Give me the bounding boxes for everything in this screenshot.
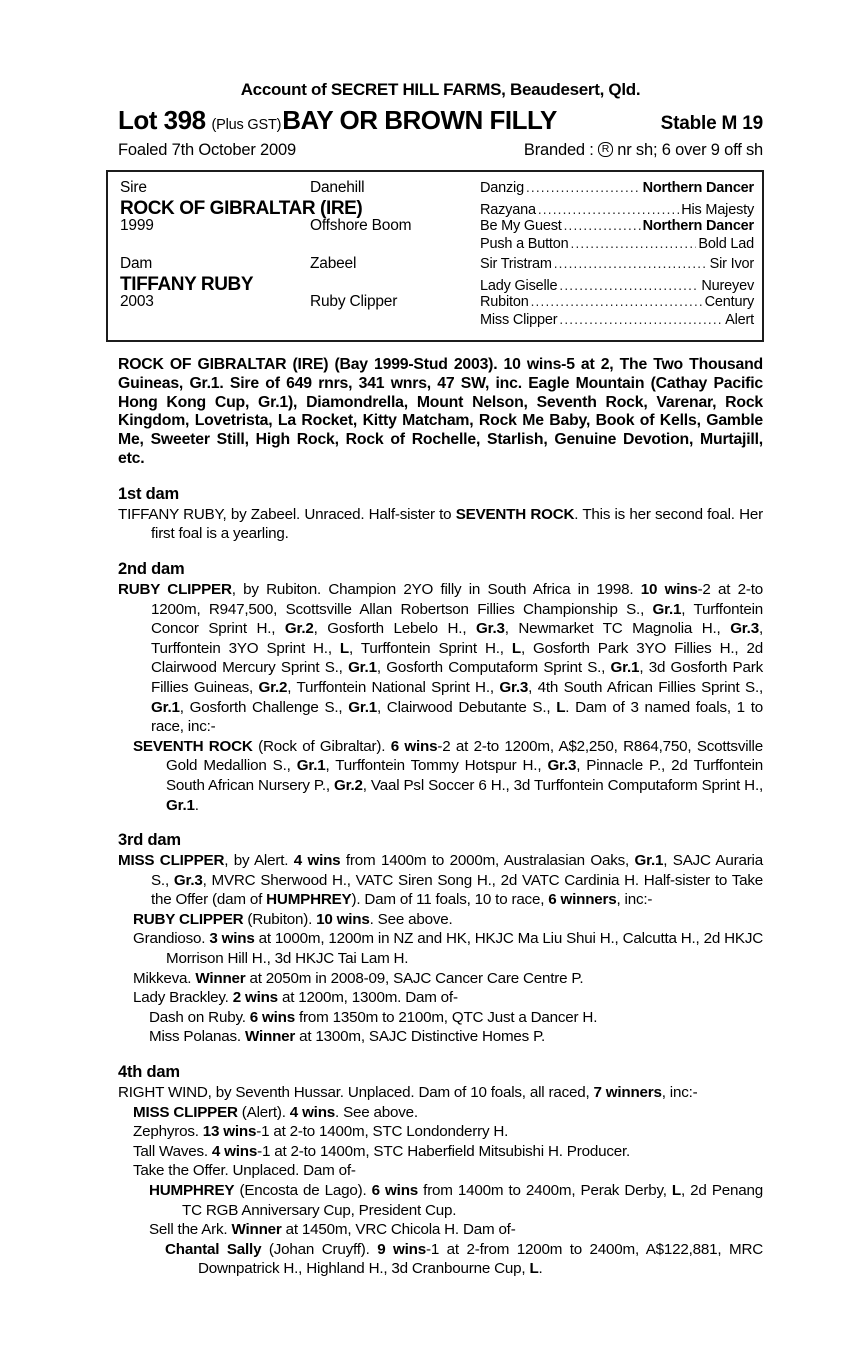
bold-text-segment: Gr.2 <box>334 776 363 794</box>
text-segment: , 3d Gosforth Park Fillies Guineas, <box>151 659 763 696</box>
text-segment: , Gosforth Challenge S., <box>179 698 349 716</box>
pedigree-row <box>120 179 754 198</box>
great-grandparent-name: Push a Button <box>480 236 569 252</box>
text-segment: , Turffontein Sprint H., <box>349 639 512 657</box>
text-segment: , Turffontein National Sprint H., <box>287 678 500 696</box>
text-segment: , 2d Penang TC RGB Anniversary Cup, President Cup. <box>182 1182 763 1219</box>
horse-title: BAY OR BROWN FILLY <box>282 105 557 135</box>
text-segment: -1 at 2-from 1200m to 2400m, A$122,881, MRC Downpatrick H., Highland H., 3d Cranbourne Cup, <box>198 1240 763 1278</box>
bold-text-segment: Gr.1 <box>348 659 377 677</box>
great-grandparent-row <box>480 294 754 310</box>
dam-name: TIFFANY RUBY <box>120 274 254 295</box>
bold-text-segment: Gr.3 <box>475 620 505 638</box>
great-grandparent-row <box>480 180 754 196</box>
bold-text-segment: Gr.1 <box>652 600 682 618</box>
great-great-grandparent-name: Bold Lad <box>698 236 754 252</box>
pedigree-row <box>120 236 754 255</box>
stable-location: Stable M 19 <box>660 113 763 134</box>
pedigree-paragraph <box>118 851 763 910</box>
pedigree-row <box>120 198 754 217</box>
bold-text-segment: Winner <box>244 1028 296 1046</box>
sire-summary <box>118 356 763 469</box>
grandparent-name: Ruby Clipper <box>310 293 398 310</box>
pedigree-row <box>120 312 754 331</box>
bold-text-segment: Gr.3 <box>173 871 203 889</box>
bold-text-segment: Gr.1 <box>166 796 195 814</box>
bold-text-segment: 4 wins <box>293 852 341 870</box>
text-segment: Grandioso. <box>133 930 210 948</box>
grandparent-name: Offshore Boom <box>310 217 412 234</box>
text-segment: (Alert). <box>237 1103 290 1121</box>
text-segment: , Turffontein Concor Sprint H., <box>151 600 764 638</box>
bold-text-segment: L <box>339 639 349 657</box>
bold-text-segment: RUBY CLIPPER <box>118 580 232 598</box>
text-segment: Dash on Ruby. <box>149 1008 250 1026</box>
pedigree-paragraph <box>149 1220 763 1240</box>
text-segment: at 1450m, VRC Chicola H. Dam of- <box>281 1221 516 1239</box>
dot-leader <box>526 180 641 196</box>
bold-text-segment: Winner <box>195 969 246 987</box>
bold-text-segment: MISS CLIPPER <box>133 1103 238 1121</box>
dam-section-heading: 4th dam <box>118 1063 180 1082</box>
text-segment: at 2050m in 2008-09, SAJC Cancer Care Centre P. <box>245 969 584 987</box>
text-segment: TIFFANY RUBY, by Zabeel. Unraced. Half-sister to <box>118 505 456 523</box>
bold-text-segment: 6 wins <box>249 1008 295 1026</box>
text-segment: Sell the Ark. <box>149 1221 232 1239</box>
bold-text-segment: Gr.2 <box>258 678 288 696</box>
text-segment: , Gosforth Park 3YO Fillies H., 2d Clairwood Mercury Sprint S., <box>151 639 763 677</box>
text-segment: , MVRC Sherwood H., VATC Siren Song H., 2d VATC Cardinia H. Half-sister to Take the Offer (dam of <box>151 871 763 909</box>
text-segment: Miss Polanas. <box>149 1028 245 1046</box>
generation-label: 2003 <box>120 293 154 310</box>
text-segment: . See above. <box>369 910 453 928</box>
dot-leader <box>538 202 679 218</box>
pedigree-paragraph <box>165 1240 763 1279</box>
text-segment: Take the Offer. Unplaced. Dam of- <box>133 1162 356 1180</box>
text-segment: RIGHT WIND, by Seventh Hussar. Unplaced. Dam of 10 foals, all raced, <box>118 1084 594 1102</box>
bold-text-segment: Gr.2 <box>284 620 314 638</box>
bold-text-segment: RUBY CLIPPER <box>133 910 244 928</box>
bold-text-segment: 6 wins <box>371 1182 419 1199</box>
text-segment: , Newmarket TC Magnolia H., <box>504 620 731 638</box>
text-segment: from 1400m to 2000m, Australasian Oaks, <box>340 852 635 870</box>
bold-text-segment: HUMPHREY <box>149 1182 235 1199</box>
dot-leader <box>559 312 723 328</box>
bold-text-segment: SEVENTH ROCK <box>133 737 253 755</box>
bold-text-segment: MISS CLIPPER <box>118 852 225 870</box>
dam-section-heading: 3rd dam <box>118 831 181 850</box>
pedigree-row <box>120 255 754 274</box>
text-segment: at 1000m, 1200m in NZ and HK, HKJC Ma Liu Shui H., Calcutta H., 2d HKJC Morrison Hill H., 3d HKJC Tai Lam H. <box>166 930 763 968</box>
text-segment: (Encosta de Lago). <box>234 1182 372 1199</box>
great-great-grandparent-name: Alert <box>725 312 754 328</box>
pedigree-paragraph <box>118 505 763 544</box>
text-segment: Zephyros. <box>133 1123 203 1141</box>
bold-text-segment: L <box>529 1260 539 1278</box>
text-segment: (Johan Cruyff). <box>261 1240 378 1258</box>
dot-leader <box>531 294 703 310</box>
great-grandparent-row <box>480 202 754 218</box>
great-great-grandparent-name: Northern Dancer <box>642 218 754 234</box>
branded-detail: nr sh; 6 over 9 off sh <box>617 141 763 159</box>
text-segment: -1 at 2-to 1400m, STC Haberfield Mitsubishi H. Producer. <box>257 1142 631 1160</box>
bold-text-segment: Gr.1 <box>151 698 180 716</box>
bold-text-segment: 2 wins <box>232 989 278 1007</box>
text-segment: . <box>538 1260 543 1278</box>
text-segment: , 4th South African Fillies Sprint S., <box>528 678 764 696</box>
sire-name: ROCK OF GIBRALTAR (IRE) <box>120 198 363 219</box>
lot-number: Lot 398 <box>118 105 206 135</box>
text-segment: , inc:- <box>661 1084 698 1102</box>
text-segment: , Turffontein Tommy Hotspur H., <box>325 757 548 775</box>
dot-leader <box>571 236 697 252</box>
dot-leader <box>564 218 641 234</box>
pedigree-paragraph <box>133 969 763 989</box>
text-segment: , SAJC Auraria S., <box>151 852 763 889</box>
text-segment: . This is her second foal. Her first foal is a yearling. <box>151 505 763 543</box>
bold-text-segment: 10 wins <box>316 910 370 928</box>
bold-text-segment: Chantal Sally <box>165 1240 262 1258</box>
generation-label: Sire <box>120 179 147 196</box>
text-segment: (Rubiton). <box>243 910 317 928</box>
bold-text-segment: 9 wins <box>377 1240 426 1258</box>
pedigree-paragraph <box>118 1083 763 1103</box>
pedigree-paragraph <box>118 580 763 737</box>
pedigree-paragraph <box>149 1181 763 1220</box>
text-segment: . See above. <box>335 1103 418 1121</box>
bold-text-segment: HUMPHREY <box>266 891 352 909</box>
branded-label: Branded : <box>523 141 594 159</box>
dot-leader <box>559 278 699 294</box>
bold-text-segment: Gr.1 <box>296 757 326 775</box>
text-segment: , by Alert. <box>224 852 294 870</box>
bold-text-segment: 10 wins <box>640 580 698 598</box>
bold-text-segment: 6 wins <box>390 737 438 755</box>
bold-text-segment: 6 winners <box>548 891 617 909</box>
text-segment: at 1300m, SAJC Distinctive Homes P. <box>295 1028 546 1046</box>
pedigree-paragraph <box>149 1027 763 1047</box>
text-segment: , by Rubiton. Champion 2YO filly in South Africa in 1998. <box>231 580 641 598</box>
bold-text-segment: Gr.1 <box>610 659 640 677</box>
dot-leader <box>554 256 708 272</box>
pedigree-row <box>120 274 754 293</box>
text-segment: (Rock of Gibraltar). <box>252 737 391 755</box>
great-great-grandparent-name: Century <box>704 294 754 310</box>
bold-text-segment: 4 wins <box>289 1103 336 1121</box>
dam-section-heading: 1st dam <box>118 484 179 503</box>
brand-symbol-icon: R <box>598 142 614 157</box>
text-segment: at 1200m, 1300m. Dam of- <box>277 989 458 1007</box>
bold-text-segment: L <box>511 639 521 657</box>
pedigree-paragraph <box>133 737 763 815</box>
great-grandparent-name: Be My Guest <box>480 218 562 234</box>
great-grandparent-name: Sir Tristram <box>480 256 552 272</box>
bold-text-segment: ROCK OF GIBRALTAR (IRE) (Bay 1999-Stud 2003). 10 wins-5 at 2, The Two Thousand Guineas, Gr.1. Sire of 649 rnrs, 341 wnrs, 47 SW, inc. Eagle Mountain (Cathay Pacific Hong Kong Cup, Gr.1), Diamondrella, Mount Nelson, Seventh Rock, Varenar, Rock Kingdom, Lovetrista, La Rocket, Kitty Matcham, Rock Me Baby, Book of Kells, Gamble Me, Sweeter Still, High Rock, Rock of Rochelle, Starlish, Genuine Devotion, Murtajill, etc. <box>118 356 763 467</box>
pedigree-paragraph <box>133 1161 763 1181</box>
text-segment: -1 at 2-to 1400m, STC Londonderry H. <box>256 1123 509 1141</box>
text-segment: from 1350m to 2100m, QTC Just a Dancer H. <box>295 1008 598 1026</box>
great-grandparent-row <box>480 218 754 234</box>
bold-text-segment: SEVENTH ROCK <box>455 505 575 523</box>
text-segment: . <box>194 796 199 814</box>
great-grandparent-name: Rubiton <box>480 294 529 310</box>
bold-text-segment: Gr.3 <box>547 757 577 775</box>
gst-note: (Plus GST) <box>211 117 282 133</box>
pedigree-paragraph <box>133 929 763 968</box>
branded-info <box>524 139 763 161</box>
bold-text-segment: Gr.1 <box>348 698 377 716</box>
great-grandparent-name: Lady Giselle <box>480 278 558 294</box>
text-segment: , Gosforth Computaform Sprint S., <box>376 659 611 677</box>
dam-section <box>118 559 763 815</box>
dam-section <box>118 830 763 1047</box>
pedigree-table <box>106 170 764 342</box>
great-great-grandparent-name: Northern Dancer <box>642 180 754 196</box>
great-grandparent-row <box>480 312 754 328</box>
text-segment: , Clairwood Debutante S., <box>376 698 557 716</box>
text-segment: Tall Waves. <box>133 1142 212 1160</box>
dam-section-heading: 2nd dam <box>118 559 185 578</box>
bold-text-segment: Gr.3 <box>730 620 759 638</box>
bold-text-segment: L <box>556 698 566 716</box>
great-grandparent-row <box>480 278 754 294</box>
bold-text-segment: Winner <box>231 1221 282 1239</box>
pedigree-row <box>120 217 754 236</box>
dam-section <box>118 484 763 544</box>
pedigree-paragraph <box>133 1103 763 1123</box>
great-great-grandparent-name: Sir Ivor <box>709 256 754 272</box>
pedigree-paragraph <box>133 1142 763 1162</box>
text-segment: , inc:- <box>616 891 653 909</box>
great-great-grandparent-name: His Majesty <box>681 202 754 218</box>
great-grandparent-name: Danzig <box>480 180 524 196</box>
bold-text-segment: 3 wins <box>209 930 255 948</box>
text-segment: , Gosforth Lebelo H., <box>313 620 476 638</box>
pedigree-paragraph <box>133 988 763 1008</box>
generation-label: 1999 <box>120 217 154 234</box>
lot-header <box>118 105 763 136</box>
pedigree-row <box>120 293 754 312</box>
pedigree-paragraph <box>149 1008 763 1028</box>
bold-text-segment: 7 winners <box>593 1084 662 1102</box>
text-segment: , Pinnacle P., 2d Turffontein South African Nursery P., <box>166 757 763 794</box>
great-great-grandparent-name: Nureyev <box>701 278 754 294</box>
foaled-date: Foaled 7th October 2009 <box>118 141 296 159</box>
grandparent-name: Zabeel <box>310 255 357 272</box>
bold-text-segment: 4 wins <box>211 1142 258 1160</box>
bold-text-segment: 13 wins <box>202 1123 257 1141</box>
text-segment: Mikkeva. <box>133 969 196 987</box>
pedigree-paragraph <box>133 1122 763 1142</box>
text-segment: from 1400m to 2400m, Perak Derby, <box>418 1182 672 1199</box>
text-segment: , Turffontein 3YO Sprint H., <box>151 620 763 657</box>
great-grandparent-row <box>480 256 754 272</box>
pedigree-paragraph <box>133 910 763 930</box>
text-segment: ). Dam of 11 foals, 10 to race, <box>351 891 549 909</box>
account-line: Account of SECRET HILL FARMS, Beaudesert, Qld. <box>240 80 641 99</box>
grandparent-name: Danehill <box>310 179 365 196</box>
dam-section <box>118 1062 763 1279</box>
bold-text-segment: Gr.3 <box>499 678 529 696</box>
text-segment: . Dam of 3 named foals, 1 to race, inc:- <box>151 698 763 736</box>
bold-text-segment: Gr.1 <box>634 852 664 870</box>
text-segment: -2 at 2-to 1200m, A$2,250, R864,750, Scottsville Gold Medallion S., <box>166 737 763 775</box>
great-grandparent-row <box>480 236 754 252</box>
great-grandparent-name: Miss Clipper <box>480 312 558 328</box>
generation-label: Dam <box>120 255 153 272</box>
dam-sections <box>118 484 763 1279</box>
text-segment: , Vaal Psl Soccer 6 H., 3d Turffontein Computaform Sprint H., <box>362 776 763 794</box>
foaled-branded-row <box>118 139 763 161</box>
text-segment: Lady Brackley. <box>133 989 233 1007</box>
great-grandparent-name: Razyana <box>480 202 536 218</box>
text-segment: -2 at 2-to 1200m, R947,500, Scottsville Allan Robertson Fillies Championship S., <box>151 580 763 618</box>
bold-text-segment: L <box>671 1182 681 1199</box>
